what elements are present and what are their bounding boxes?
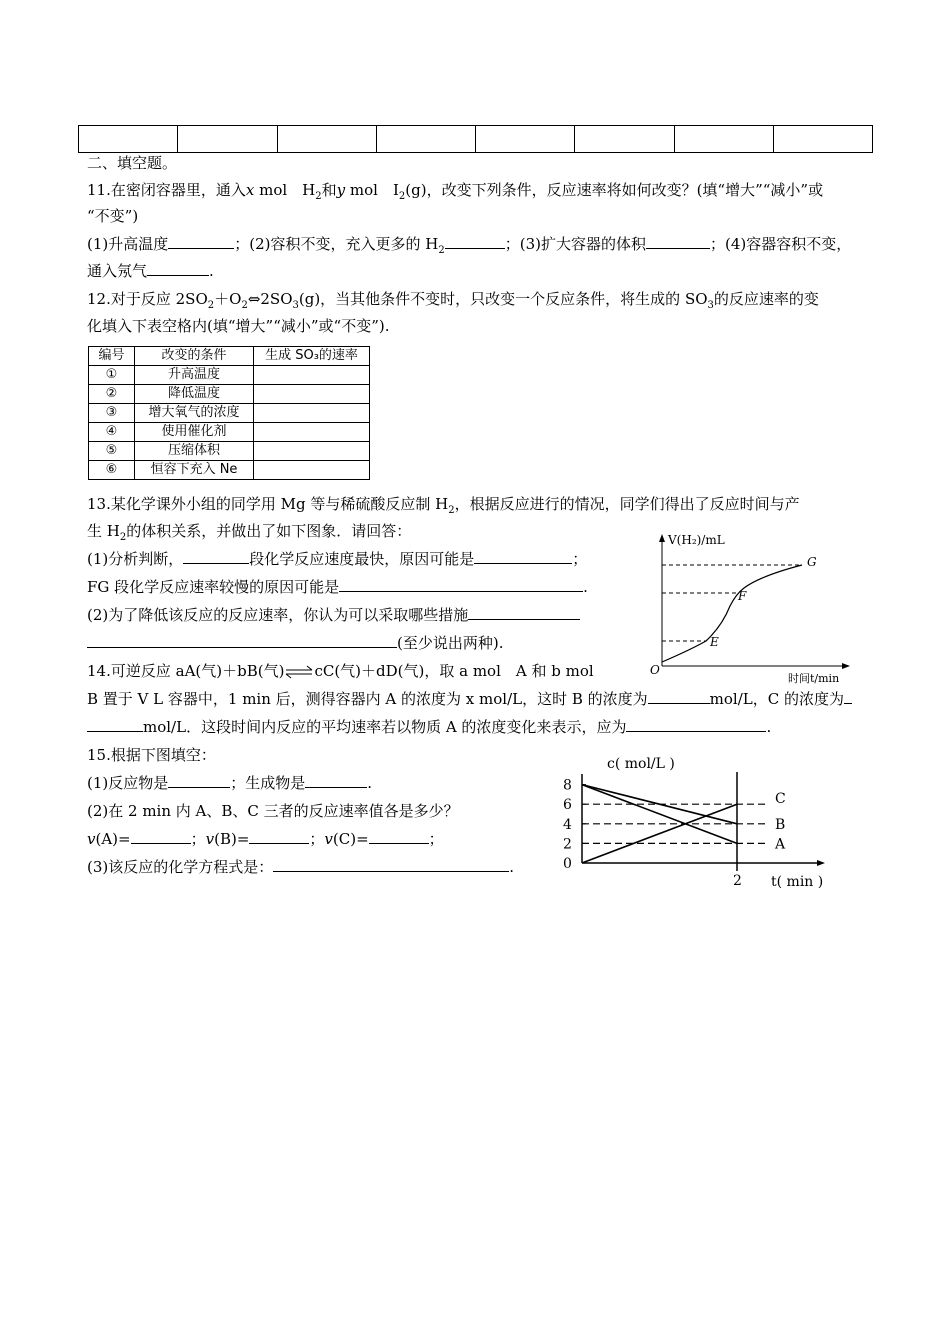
q15-line5 xyxy=(87,854,514,880)
row-no: ④ xyxy=(89,423,135,442)
answer-blank[interactable] xyxy=(369,829,429,844)
q13-text: 13.某化学课外小组的同学用 Mg 等与稀硫酸反应制 H xyxy=(87,495,449,513)
row-condition: 压缩体积 xyxy=(135,442,254,461)
y-axis-arrow-icon xyxy=(659,534,665,542)
answer-cell[interactable] xyxy=(376,126,475,153)
q14-text: . xyxy=(766,718,772,736)
q11-line3: (1)升高温度 ；(2)容积不变，充入更多的 $H_2$ ；(3)扩大容器的体积 ；(4)容器容积不变， xyxy=(87,235,852,256)
answer-blank[interactable] xyxy=(147,261,209,276)
q14-text: B 置于 V L 容器中，1 min 后，测得容器内 A 的浓度为 x mol/L，这时 B 的浓度为 xyxy=(87,690,648,708)
row-condition: 恒容下充入 Ne xyxy=(135,461,254,480)
conditions-table xyxy=(88,346,370,480)
q14-text: mol/L．这段时间内反应的平均速率若以物质 A 的浓度变化来表示，应为 xyxy=(143,718,627,736)
q15-line4 xyxy=(87,826,444,852)
q15-text: (C)= xyxy=(332,830,369,848)
q13-text: FG 段化学反应速率较慢的原因可能是 xyxy=(87,578,340,596)
q11-text: mol H xyxy=(259,181,316,199)
row-answer-cell[interactable] xyxy=(254,461,370,480)
row-answer-cell[interactable] xyxy=(254,442,370,461)
answer-blank[interactable] xyxy=(168,234,234,249)
q11-text: 11.在密闭容器里，通入 xyxy=(87,181,246,199)
q15-text: ； xyxy=(190,830,206,848)
q13-line3 xyxy=(87,546,587,572)
header-no: 编号 xyxy=(89,347,135,366)
q15-var-v: v xyxy=(87,830,96,848)
q14-line3 xyxy=(87,714,771,740)
q11-text: mol I xyxy=(349,181,399,199)
answer-grid-table xyxy=(78,125,873,153)
answer-blank[interactable] xyxy=(87,717,143,732)
row-no: ⑥ xyxy=(89,461,135,480)
q11-text: ；(2)容积不变，充入更多的 H xyxy=(234,235,439,253)
row-no: ② xyxy=(89,385,135,404)
q11-line4 xyxy=(87,258,214,284)
table-header-row xyxy=(89,347,370,366)
series-line-c xyxy=(582,804,737,863)
q13-line1: 13.某化学课外小组的同学用 Mg 等与稀硫酸反应制 $H_2$，根据反应进行的情况，同学们得出了反应时间与产 xyxy=(87,495,800,516)
q12-text: ⇔2SO xyxy=(247,290,293,308)
answer-cell[interactable] xyxy=(178,126,277,153)
answer-blank[interactable] xyxy=(273,857,509,872)
row-answer-cell[interactable] xyxy=(254,366,370,385)
row-condition: 升高温度 xyxy=(135,366,254,385)
answer-blank[interactable] xyxy=(87,633,397,648)
q11-text: (g)，改变下列条件，反应速率将如何改变？(填“增大”“减小”或 xyxy=(405,181,824,199)
q15-text: ； xyxy=(309,830,325,848)
row-answer-cell[interactable] xyxy=(254,404,370,423)
answer-blank[interactable] xyxy=(844,689,852,704)
q14-line2 xyxy=(87,686,852,712)
header-condition: 改变的条件 xyxy=(135,347,254,366)
q14-line1 xyxy=(87,658,594,684)
q13-text: . xyxy=(583,578,588,596)
volume-time-graph xyxy=(640,528,860,688)
q13-line5 xyxy=(87,602,580,628)
q13-text: ，根据反应进行的情况，同学们得出了反应时间与产 xyxy=(454,495,800,513)
x-tick-label: 2 xyxy=(733,873,742,889)
row-answer-cell[interactable] xyxy=(254,385,370,404)
q15-text: (A)= xyxy=(95,830,131,848)
q12-text: ＋O xyxy=(214,290,242,308)
q15-line2 xyxy=(87,770,372,796)
q13-text: (1)分析判断， xyxy=(87,550,184,568)
graph-ylabel: V(H₂)/mL xyxy=(668,533,725,547)
answer-blank[interactable] xyxy=(305,773,367,788)
chart-marks xyxy=(563,778,786,889)
q12-text: 12.对于反应 2SO xyxy=(87,290,208,308)
q14-text: 14.可逆反应 aA(气)＋bB(气) xyxy=(87,662,285,680)
concentration-chart xyxy=(555,752,855,897)
q15-line1: 15.根据下图填空： xyxy=(87,746,216,764)
table-row xyxy=(89,442,370,461)
q11-line2: “不变”) xyxy=(87,207,139,225)
table-row xyxy=(89,385,370,404)
q12-text: (g)，当其他条件不变时，只改变一个反应条件，将生成的 SO xyxy=(298,290,708,308)
q11-var-x: x xyxy=(245,181,255,199)
series-label-b: B xyxy=(775,816,786,833)
answer-blank[interactable] xyxy=(468,605,580,620)
graph-point-g: G xyxy=(807,555,817,569)
graph-xlabel: 时间t/min xyxy=(788,672,840,685)
q15-text: (B)= xyxy=(214,830,250,848)
q12-line2: 化填入下表空格内(填“增大”“减小”或“不变”). xyxy=(87,317,390,335)
q13-text: ； xyxy=(572,550,588,568)
equilibrium-arrow-icon xyxy=(284,665,314,679)
answer-blank[interactable] xyxy=(339,577,583,592)
q13-line6 xyxy=(87,630,503,656)
q11-text: 通入氖气 xyxy=(87,262,148,280)
table-row xyxy=(89,404,370,423)
table-row xyxy=(89,423,370,442)
x-axis-arrow-icon xyxy=(817,860,825,866)
volume-curve xyxy=(662,565,802,662)
q13-text: (至少说出两种). xyxy=(397,634,504,652)
row-no: ⑤ xyxy=(89,442,135,461)
answer-blank[interactable] xyxy=(626,717,766,732)
row-condition: 使用催化剂 xyxy=(135,423,254,442)
q13-text: (2)为了降低该反应的反应速率，你认为可以采取哪些措施 xyxy=(87,606,469,624)
q15-var-v: v xyxy=(324,830,333,848)
q15-text: ； xyxy=(428,830,444,848)
q11-line1: 11.在密闭容器里，通入x mol $H_2$和y mol $I_2(g)$，改变下列条件，反应速率将如何改变？(填“增大”“减小”或 xyxy=(87,181,824,202)
chart-axes xyxy=(582,756,825,890)
graph-point-e: E xyxy=(710,635,719,649)
row-condition: 增大氧气的浓度 xyxy=(135,404,254,423)
answer-cell[interactable] xyxy=(79,126,178,153)
chart-ylabel: c( mol/L ) xyxy=(607,756,675,772)
answer-blank[interactable] xyxy=(131,829,191,844)
table-row xyxy=(89,366,370,385)
answer-blank[interactable] xyxy=(648,689,710,704)
y-tick-label: 2 xyxy=(563,836,572,853)
section-title: 二、填空题。 xyxy=(87,154,178,172)
q14-text: cC(气)＋dD(气)，取 a mol A 和 b mol xyxy=(314,662,594,680)
q13-line2: 生 $H_2$的体积关系，并做出了如下图象．请回答： xyxy=(87,522,412,543)
q11-text: (1)升高温度 xyxy=(87,235,169,253)
answer-cell[interactable] xyxy=(277,126,376,153)
header-rate: 生成 SO₃的速率 xyxy=(254,347,370,366)
q11-var-y: y xyxy=(336,181,346,199)
row-condition: 降低温度 xyxy=(135,385,254,404)
answer-blank[interactable] xyxy=(474,549,572,564)
q15-text: ；生成物是 xyxy=(230,774,306,792)
graph-origin: O xyxy=(650,663,660,677)
graph-point-f: F xyxy=(738,589,747,603)
series-label-c: C xyxy=(775,791,786,808)
chart-xlabel: t( min ) xyxy=(771,874,824,890)
q15-line3: (2)在 2 min 内 A、B、C 三者的反应速率值各是多少？ xyxy=(87,802,459,820)
answer-blank[interactable] xyxy=(646,234,710,249)
answer-cell[interactable] xyxy=(674,126,773,153)
q11-text: 和 xyxy=(321,181,337,199)
q13-text: 段化学反应速度最快，原因可能是 xyxy=(249,550,475,568)
q15-text: . xyxy=(367,774,373,792)
q13-line4 xyxy=(87,574,588,600)
y-tick-label: 6 xyxy=(563,797,572,814)
answer-cell[interactable] xyxy=(575,126,674,153)
table-row xyxy=(89,461,370,480)
q15-var-v: v xyxy=(205,830,215,848)
q11-text: ；(3)扩大容器的体积 xyxy=(504,235,646,253)
row-answer-cell[interactable] xyxy=(254,423,370,442)
q13-text: 的体积关系，并做出了如下图象．请回答： xyxy=(126,522,412,540)
y-tick-label: 8 xyxy=(563,777,572,794)
q15-text: (3)该反应的化学方程式是： xyxy=(87,858,274,876)
y-tick-label: 0 xyxy=(563,856,572,872)
answer-cell[interactable] xyxy=(476,126,575,153)
q14-text: mol/L，C 的浓度为 xyxy=(709,690,844,708)
answer-blank[interactable] xyxy=(168,773,230,788)
answer-blank[interactable] xyxy=(445,234,505,249)
q15-text: (1)反应物是 xyxy=(87,774,169,792)
q12-text: 的反应速率的变 xyxy=(713,290,819,308)
q12-line1: 12.对于反应 $2SO_2+O_2\Leftrightarrow 2SO_3(g)$，当其他条件不变时，只改变一个反应条件，将生成的 $SO_3$的反应速率的变 xyxy=(87,290,819,311)
row-no: ③ xyxy=(89,404,135,423)
q11-text: ；(4)容器容积不变， xyxy=(709,235,852,253)
series-label-a: A xyxy=(775,836,786,853)
answer-blank[interactable] xyxy=(249,829,309,844)
answer-blank[interactable] xyxy=(183,549,249,564)
x-axis-arrow-icon xyxy=(842,663,850,669)
y-tick-label: 4 xyxy=(563,816,572,833)
row-no: ① xyxy=(89,366,135,385)
q13-text: 生 H xyxy=(87,522,120,540)
q11-text: . xyxy=(209,262,214,280)
q15-text: . xyxy=(509,858,515,876)
answer-cell[interactable] xyxy=(773,126,872,153)
answer-grid-row xyxy=(79,126,873,153)
series-line-a xyxy=(582,785,737,844)
